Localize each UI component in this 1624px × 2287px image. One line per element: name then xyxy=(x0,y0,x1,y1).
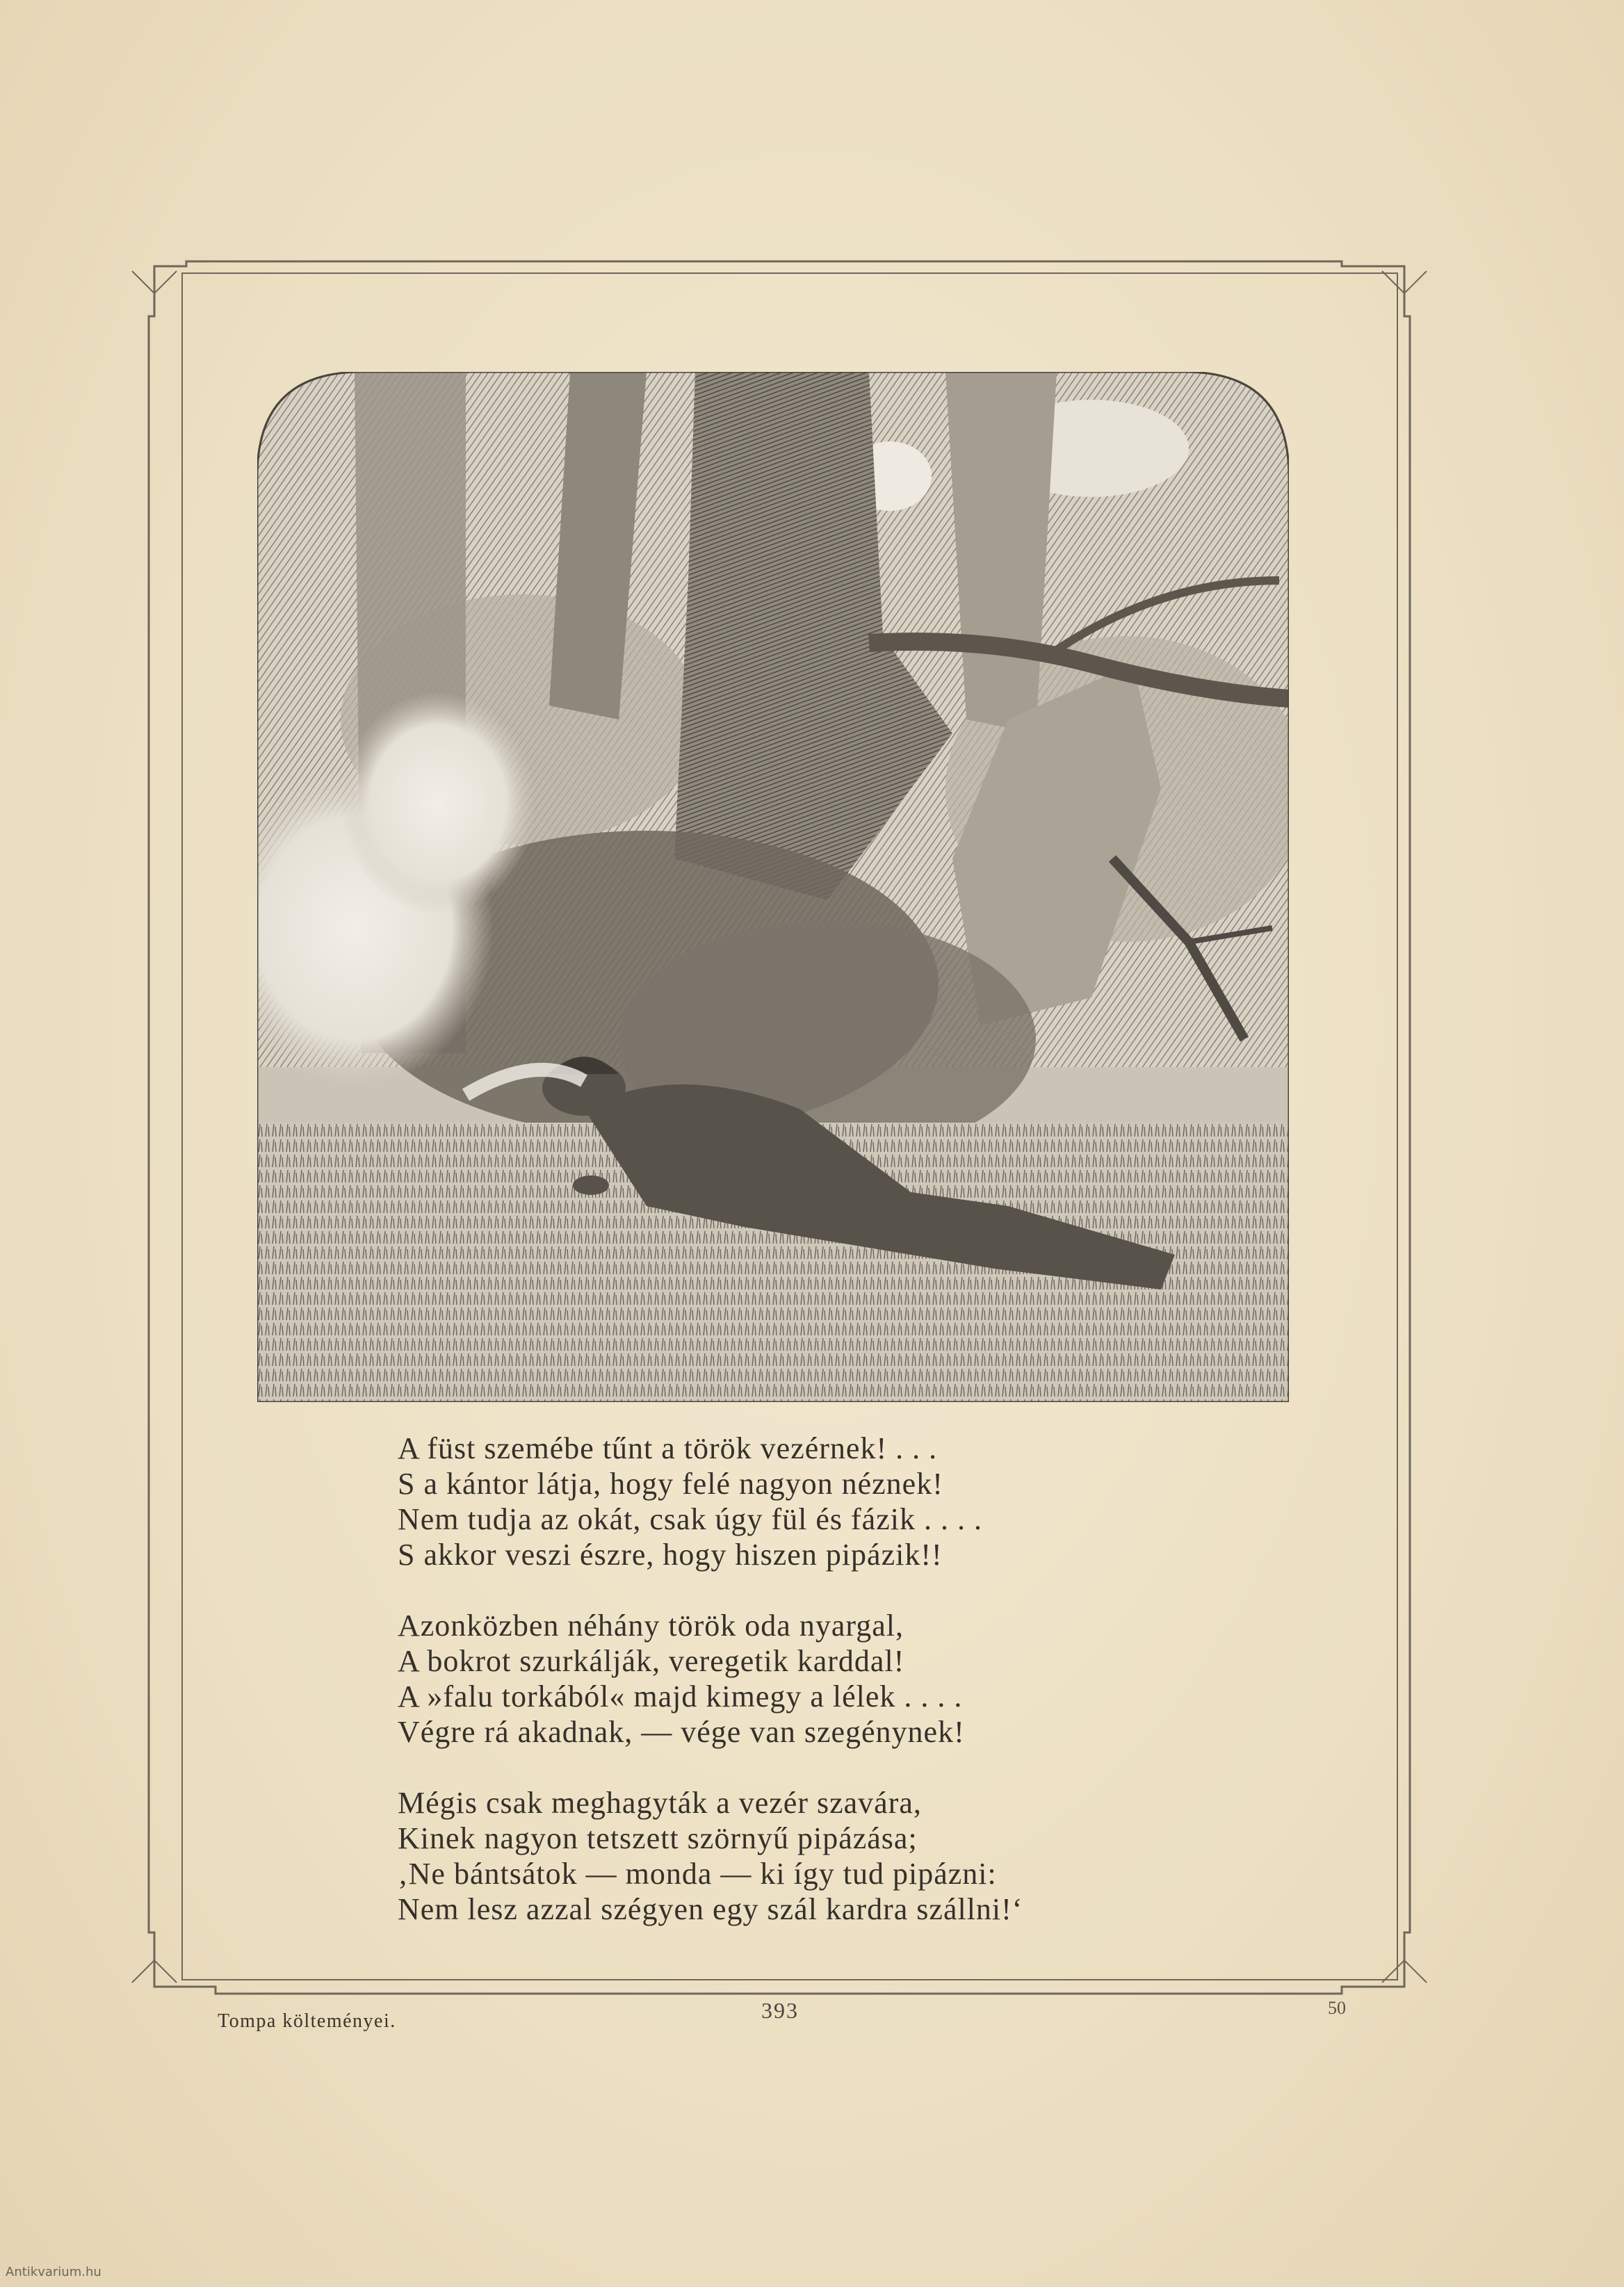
book-title: Tompa költeményei. xyxy=(218,2010,396,2032)
poem xyxy=(398,1431,1232,1962)
poem-line: ‚Ne bántsátok — monda — ki így tud pipázni: xyxy=(398,1857,997,1891)
poem-line: A bokrot szurkálják, veregetik karddal! xyxy=(398,1644,905,1678)
poem-line: S akkor veszi észre, hogy hiszen pipázik!! xyxy=(398,1538,943,1572)
poem-line: Nem lesz azzal szégyen egy szál kardra szállni!‘ xyxy=(398,1892,1023,1926)
watermark: Antikvarium.hu xyxy=(6,2265,102,2279)
poem-line: Azonközben néhány török oda nyargal, xyxy=(398,1609,904,1643)
stanza-3 xyxy=(398,1785,1232,1927)
poem-line: Mégis csak meghagyták a vezér szavára, xyxy=(398,1786,922,1820)
signature-mark: 50 xyxy=(1328,1998,1346,2018)
poem-line: A füst szemébe tűnt a török vezérnek! . . . xyxy=(398,1431,938,1465)
poem-line: A »falu torkából« majd kimegy a lélek . . . . xyxy=(398,1679,963,1714)
poem-line: Végre rá akadnak, — vége van szegénynek! xyxy=(398,1715,965,1749)
page-number: 393 xyxy=(761,1998,799,2023)
stanza-2 xyxy=(398,1608,1232,1750)
poem-line: Kinek nagyon tetszett szörnyű pipázása; xyxy=(398,1821,918,1855)
forest-illustration xyxy=(257,372,1289,1402)
poem-line: Nem tudja az okát, csak úgy fül és fázik . . . . xyxy=(398,1502,982,1536)
poem-line: S a kántor látja, hogy felé nagyon néznek! xyxy=(398,1467,943,1501)
stanza-1 xyxy=(398,1431,1232,1572)
